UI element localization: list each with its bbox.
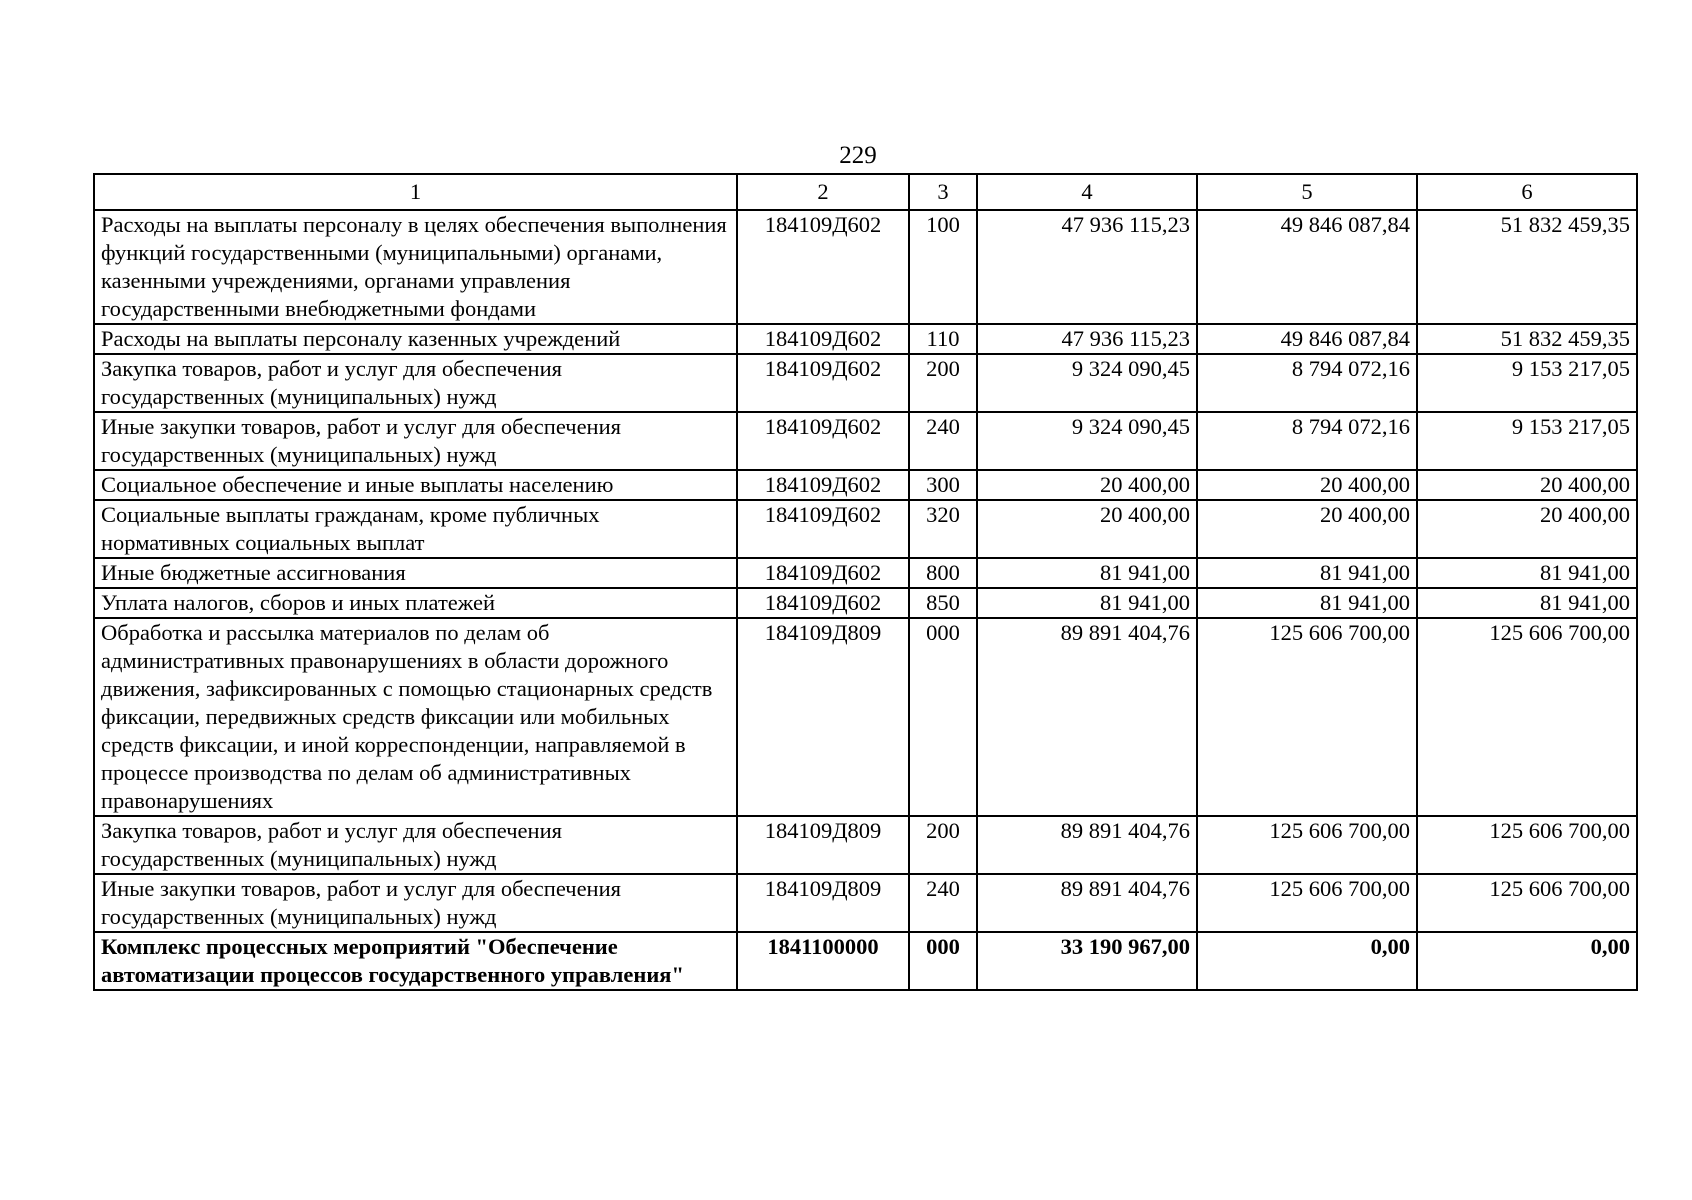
row-code-cell: 184109Д602: [737, 412, 909, 470]
row-amount-6-cell: 125 606 700,00: [1417, 618, 1637, 816]
row-amount-5-cell: 20 400,00: [1197, 500, 1417, 558]
row-code-cell: 184109Д809: [737, 874, 909, 932]
table-row: [94, 324, 1637, 354]
row-amount-4-cell: 89 891 404,76: [977, 874, 1197, 932]
row-name-cell: Иные закупки товаров, работ и услуг для обеспечения государственных (муниципальных) нужд: [94, 412, 737, 470]
row-amount-6-cell: 20 400,00: [1417, 470, 1637, 500]
row-amount-5-cell: 20 400,00: [1197, 470, 1417, 500]
row-name-cell: Комплекс процессных мероприятий "Обеспечение автоматизации процессов государственного управления": [94, 932, 737, 990]
row-expense-type-cell: 000: [909, 618, 977, 816]
table-row: [94, 558, 1637, 588]
row-expense-type-cell: 320: [909, 500, 977, 558]
row-name-cell: Социальное обеспечение и иные выплаты населению: [94, 470, 737, 500]
budget-table: [93, 173, 1638, 991]
row-code-cell: 184109Д809: [737, 816, 909, 874]
table-row: [94, 210, 1637, 324]
row-name-cell: Уплата налогов, сборов и иных платежей: [94, 588, 737, 618]
row-amount-4-cell: 33 190 967,00: [977, 932, 1197, 990]
column-header-6: 6: [1417, 174, 1637, 210]
table-row: [94, 932, 1637, 990]
column-header-5: 5: [1197, 174, 1417, 210]
row-code-cell: 1841100000: [737, 932, 909, 990]
row-name-cell: Иные закупки товаров, работ и услуг для обеспечения государственных (муниципальных) нужд: [94, 874, 737, 932]
row-code-cell: 184109Д602: [737, 324, 909, 354]
table-row: [94, 816, 1637, 874]
page-number: 229: [839, 142, 877, 169]
row-expense-type-cell: 800: [909, 558, 977, 588]
row-amount-5-cell: 49 846 087,84: [1197, 210, 1417, 324]
row-amount-6-cell: 81 941,00: [1417, 588, 1637, 618]
row-amount-4-cell: 47 936 115,23: [977, 210, 1197, 324]
row-amount-6-cell: 125 606 700,00: [1417, 874, 1637, 932]
row-amount-5-cell: 125 606 700,00: [1197, 816, 1417, 874]
table-row: [94, 874, 1637, 932]
row-code-cell: 184109Д602: [737, 354, 909, 412]
row-expense-type-cell: 300: [909, 470, 977, 500]
row-expense-type-cell: 850: [909, 588, 977, 618]
row-expense-type-cell: 100: [909, 210, 977, 324]
row-amount-6-cell: 0,00: [1417, 932, 1637, 990]
row-code-cell: 184109Д602: [737, 558, 909, 588]
row-name-cell: Закупка товаров, работ и услуг для обеспечения государственных (муниципальных) нужд: [94, 816, 737, 874]
row-expense-type-cell: 200: [909, 816, 977, 874]
row-amount-4-cell: 89 891 404,76: [977, 618, 1197, 816]
row-amount-4-cell: 81 941,00: [977, 588, 1197, 618]
row-amount-5-cell: 0,00: [1197, 932, 1417, 990]
row-amount-5-cell: 81 941,00: [1197, 558, 1417, 588]
row-code-cell: 184109Д809: [737, 618, 909, 816]
row-amount-5-cell: 81 941,00: [1197, 588, 1417, 618]
row-amount-4-cell: 81 941,00: [977, 558, 1197, 588]
row-name-cell: Расходы на выплаты персоналу казенных учреждений: [94, 324, 737, 354]
row-expense-type-cell: 240: [909, 874, 977, 932]
row-amount-4-cell: 89 891 404,76: [977, 816, 1197, 874]
row-name-cell: Иные бюджетные ассигнования: [94, 558, 737, 588]
table-row: [94, 618, 1637, 816]
row-amount-6-cell: 51 832 459,35: [1417, 210, 1637, 324]
row-expense-type-cell: 240: [909, 412, 977, 470]
row-amount-6-cell: 20 400,00: [1417, 500, 1637, 558]
row-amount-6-cell: 9 153 217,05: [1417, 412, 1637, 470]
row-code-cell: 184109Д602: [737, 500, 909, 558]
column-header-1: 1: [94, 174, 737, 210]
row-name-cell: Социальные выплаты гражданам, кроме публичных нормативных социальных выплат: [94, 500, 737, 558]
row-expense-type-cell: 000: [909, 932, 977, 990]
row-expense-type-cell: 110: [909, 324, 977, 354]
column-header-2: 2: [737, 174, 909, 210]
row-amount-5-cell: 125 606 700,00: [1197, 618, 1417, 816]
row-amount-6-cell: 51 832 459,35: [1417, 324, 1637, 354]
table-row: [94, 500, 1637, 558]
row-amount-6-cell: 81 941,00: [1417, 558, 1637, 588]
table-row: [94, 412, 1637, 470]
budget-table-body: [94, 174, 1637, 990]
table-row: [94, 354, 1637, 412]
header-row: [94, 174, 1637, 210]
row-code-cell: 184109Д602: [737, 470, 909, 500]
row-amount-4-cell: 9 324 090,45: [977, 412, 1197, 470]
table-row: [94, 588, 1637, 618]
row-amount-4-cell: 47 936 115,23: [977, 324, 1197, 354]
row-amount-5-cell: 8 794 072,16: [1197, 354, 1417, 412]
row-code-cell: 184109Д602: [737, 588, 909, 618]
row-name-cell: Обработка и рассылка материалов по делам об административных правонарушениях в области дорожного движения, зафиксированных с помощью стационарных средств фиксации, передвижных средств фиксации или мобильных средств фиксации, и иной корреспонденции, направляемой в процессе производства по делам об административных правонарушениях: [94, 618, 737, 816]
row-expense-type-cell: 200: [909, 354, 977, 412]
row-amount-4-cell: 9 324 090,45: [977, 354, 1197, 412]
row-name-cell: Закупка товаров, работ и услуг для обеспечения государственных (муниципальных) нужд: [94, 354, 737, 412]
column-header-3: 3: [909, 174, 977, 210]
row-amount-5-cell: 49 846 087,84: [1197, 324, 1417, 354]
row-amount-4-cell: 20 400,00: [977, 470, 1197, 500]
row-name-cell: Расходы на выплаты персоналу в целях обеспечения выполнения функций государственными (муниципальными) органами, казенными учреждениями, органами управления государственными внебюджетными фондами: [94, 210, 737, 324]
row-amount-5-cell: 8 794 072,16: [1197, 412, 1417, 470]
row-amount-6-cell: 9 153 217,05: [1417, 354, 1637, 412]
table-row: [94, 470, 1637, 500]
column-header-4: 4: [977, 174, 1197, 210]
row-amount-5-cell: 125 606 700,00: [1197, 874, 1417, 932]
row-amount-4-cell: 20 400,00: [977, 500, 1197, 558]
row-amount-6-cell: 125 606 700,00: [1417, 816, 1637, 874]
row-code-cell: 184109Д602: [737, 210, 909, 324]
